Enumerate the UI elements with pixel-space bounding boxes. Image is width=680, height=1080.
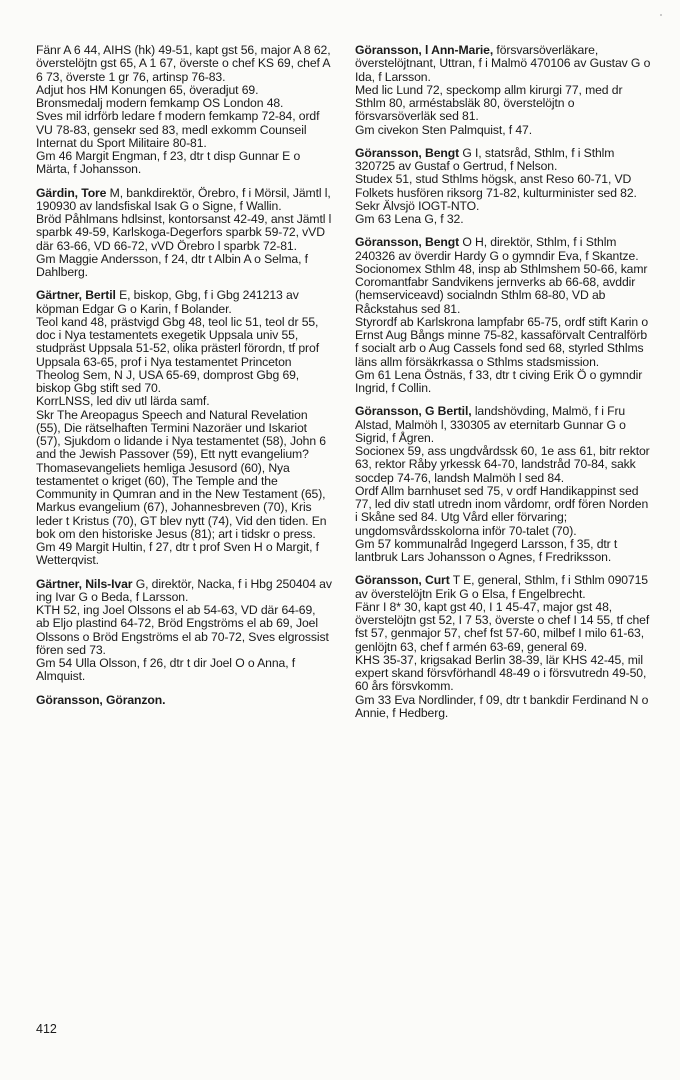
entry-header [355,236,653,263]
entry-intro: G I, statsråd, Sthlm, f i Sthlm 320725 av Gustaf o Gertrud, f Nelson. [355,145,615,173]
entry-continuation [36,44,332,177]
entry-paragraph: Socionex 59, ass ungdvårdssk 60, 1e ass 61, bitr rektor 63, rektor Råby yrkessk 64-70, landstråd 70-84, sakk socdep 74-76, landsh Malmöh l sed 84. [355,444,650,485]
entry-intro: försvarsöverläkare, överstelöjtnant, Uttran, f i Malmö 470106 av Gustav G o Ida, f Larsson. [355,43,651,84]
entry-paragraph: Ordf Allm barnhuset sed 75, v ordf Handikappinst sed 77, led div statl utredn inom vårdomr, ordf fören Norden i Skåne sed 84. Utg Vård eller förvaring; ungdomsvårdsskolorna inför 70-talet (70). [355,483,649,538]
entry-name: Gärdin, Tore [36,185,107,200]
entry-paragraph: Gm Maggie Andersson, f 24, dtr t Albin A o Selma, f Dahlberg. [36,251,308,279]
entry-goransson-curt [355,574,653,720]
entry-paragraph: Fänr A 6 44, AIHS (hk) 49-51, kapt gst 56, major A 8 62, överstelöjtn gst 65, A 1 67, överste o chef KS 69, chef A 6 73, överste 1 gr 76, artinsp 76-83. [36,43,331,84]
entry-name-suffix: G Bertil, [421,404,472,419]
entry-name-suffix: l Ann-Marie, [421,43,494,57]
entry-header [36,694,332,707]
entry-name: Göransson, [355,404,422,419]
entry-intro: E, biskop, Gbg, f i Gbg 241213 av köpman Edgar G o Karin, f Bolander. [36,288,299,316]
entry-gartner-nils-ivar [36,578,332,684]
entry-paragraph: Sekr Älvsjö IOGT-NTO. [355,198,480,213]
entry-paragraph: Gm civekon Sten Palmquist, f 47. [355,122,532,137]
entry-paragraph: Studex 51, stud Sthlms högsk, anst Reso 60-71, VD Folkets husfören riksorg 71-82, kulturminister sed 82. [355,172,637,200]
entry-paragraph: Gm 33 Eva Nordlinder, f 09, dtr t bankdir Ferdinand N o Annie, f Hedberg. [355,692,649,720]
entry-paragraph: KTH 52, ing Joel Olssons el ab 54-63, VD där 64-69, ab Eljo plastind 64-72, Bröd Engströms el ab 69, Joel Olssons o Bröd Engströms el ab 70-72, Sves elgrossist fören sed 73. [36,603,329,657]
entry-paragraph: Gm 63 Lena G, f 32. [355,212,464,226]
entry-paragraph: Gm 61 Lena Östnäs, f 33, dtr t civing Erik Ö o gymndir Ingrid, f Collin. [355,367,643,395]
entry-paragraph: Gm 57 kommunalråd Ingegerd Larsson, f 35, dtr t lantbruk Lars Johansson o Agnes, f Fredriksson. [355,536,618,564]
entry-intro: G, direktör, Nacka, f i Hbg 250404 av ing Ivar G o Beda, f Larsson. [36,576,332,604]
entry-goransson-bertil [355,405,653,564]
entry-paragraph: Med lic Lund 72, speckomp allm kirurgi 77, med dr Sthlm 80, arméstabsläk 80, överstelöjtn o försvarsöverläk sed 81. [355,82,623,124]
entry-paragraph: Skr The Areopagus Speech and Natural Revelation (55), Die rätselhaften Termini Nazoräer und Iskariot (57), Sjukdom o lidande i Nya testamentet (58), John 6 and the Jewish Passover (59), Ett nytt evangelium? Thomasevangeliets hemliga Jesusord (60), Nya testamentet o kriget (60), The Temple and the Community in Qumran and in the New Testament (65), Markus evangelium (67), Johannesbreven (70), Kris leder t Kristus (70), GT blev nytt (74), Vid den tiden. En bok om den historiske Jesus (81); art i tidskr o press. [36,407,327,541]
entry-gardin-tore [36,187,332,280]
entry-goransson-bengt-g [355,147,653,227]
entry-paragraph: Bröd Påhlmans hdlsinst, kontorsanst 42-49, anst Jämtl l sparbk 49-59, Karlskoga-Degerfors sparbk 59-72, vVD där 63-66, VD 66-72, vVD Örebro l sparbk 72-81. [36,212,332,253]
entry-paragraph: Fänr I 8* 30, kapt gst 40, I 1 45-47, major gst 48, överstelöjtn gst 52, I 7 53, överste o chef I 14 55, tf chef fst 57, genmajor 57, chef fst 57-60, milbef I milo 61-63, genlöjtn 63, chef f armén 63-69, general 69. [355,599,650,654]
entry-gartner-bertil [36,289,332,567]
right-column [355,44,653,730]
entry-cross-reference [36,694,332,707]
scan-speck [660,14,662,16]
entry-header [355,574,653,601]
left-column [36,44,332,717]
entry-paragraph: Gm 54 Ulla Olsson, f 26, dtr t dir Joel O o Anna, f Almquist. [36,656,296,684]
entry-header [355,405,653,445]
entry-goransson-bengt-o [355,236,653,395]
entry-intro: landshövding, Malmö, f i Fru Alstad, Malmöh l, 330305 av eternitarb Gunnar G o Sigrid, f Ågren. [355,404,626,445]
entry-intro: M, bankdirektör, Örebro, f i Mörsil, Jämtl l, 190930 av landsfiskal Isak G o Signe, f Wallin. [36,185,331,213]
entry-paragraph: Styrordf ab Karlskrona lampfabr 65-75, ordf stift Karin o Ernst Aug Bångs minne 75-82, kassaförvalt Centralförb f socialt arb o Aug Cassels fond sed 68, styrled Sthlms läns allm försäkrkassa o Sthlms stadsmission. [355,314,649,369]
entry-name: Göransson, Bengt [355,145,460,160]
entry-name: Gärtner, Nils-Ivar [36,576,133,591]
entry-paragraph: KorrLNSS, led div utl lärda samf. [36,394,210,409]
entry-paragraph: Socionomex Sthlm 48, insp ab Sthlmshem 50-66, kamr Coromantfabr Sandvikens jernverks ab 66-68, avddir (hemserviceavd) socialndn Sthlm 68-80, VD ab Råckstahus sed 81. [355,261,648,316]
entry-header [355,147,653,174]
entry-name: Göransson, Göranzon. [36,692,166,707]
entry-paragraph: KHS 35-37, krigsakad Berlin 38-39, lär KHS 42-45, mil expert skand försvförhandl 48-49 o i försvutredn 49-50, 60 års försvkomm. [355,652,647,694]
entry-paragraph: Bronsmedalj modern femkamp OS London 48. [36,96,284,110]
entry-name: Göransson, [355,43,422,57]
entry-goransson-ann-marie [355,44,653,137]
entry-paragraph: Gm 49 Margit Hultin, f 27, dtr t prof Sven H o Margit, f Wetterqvist. [36,540,319,568]
entry-header [355,44,653,84]
entry-header [36,578,332,605]
entry-name: Gärtner, Bertil [36,288,116,303]
entry-paragraph: Adjut hos HM Konungen 65, överadjut 69. [36,82,259,97]
page-number: 412 [36,1022,57,1036]
entry-paragraph: Teol kand 48, prästvigd Gbg 48, teol lic 51, teol dr 55, doc i Nya testamentets exegetik Uppsala univ 55, studpräst Uppsala 51-52, olika prästerl förordn, tf prof Uppsala 63-65, prof i Nya testamentet Princeton Theolog Sem, N J, USA 65-69, domprost Gbg 69, biskop Gbg stift sed 70. [36,314,319,395]
entry-intro: T E, general, Sthlm, f i Sthlm 090715 av överstelöjtn Erik G o Elsa, f Engelbrecht. [355,573,648,601]
entry-paragraph: Gm 46 Margit Engman, f 23, dtr t disp Gunnar E o Märta, f Johansson. [36,149,301,177]
entry-intro: O H, direktör, Sthlm, f i Sthlm 240326 av överdir Hardy G o gymndir Eva, f Skantze. [355,235,639,263]
entry-name: Göransson, Bengt [355,235,460,250]
entry-header [36,187,332,214]
entry-name: Göransson, Curt [355,573,450,588]
entry-header [36,289,332,316]
entry-paragraph: Sves mil idrförb ledare f modern femkamp 72-84, ordf VU 78-83, gensekr sed 83, medl exkomm Counseil Internat du Sport Militaire 80-81. [36,109,320,150]
